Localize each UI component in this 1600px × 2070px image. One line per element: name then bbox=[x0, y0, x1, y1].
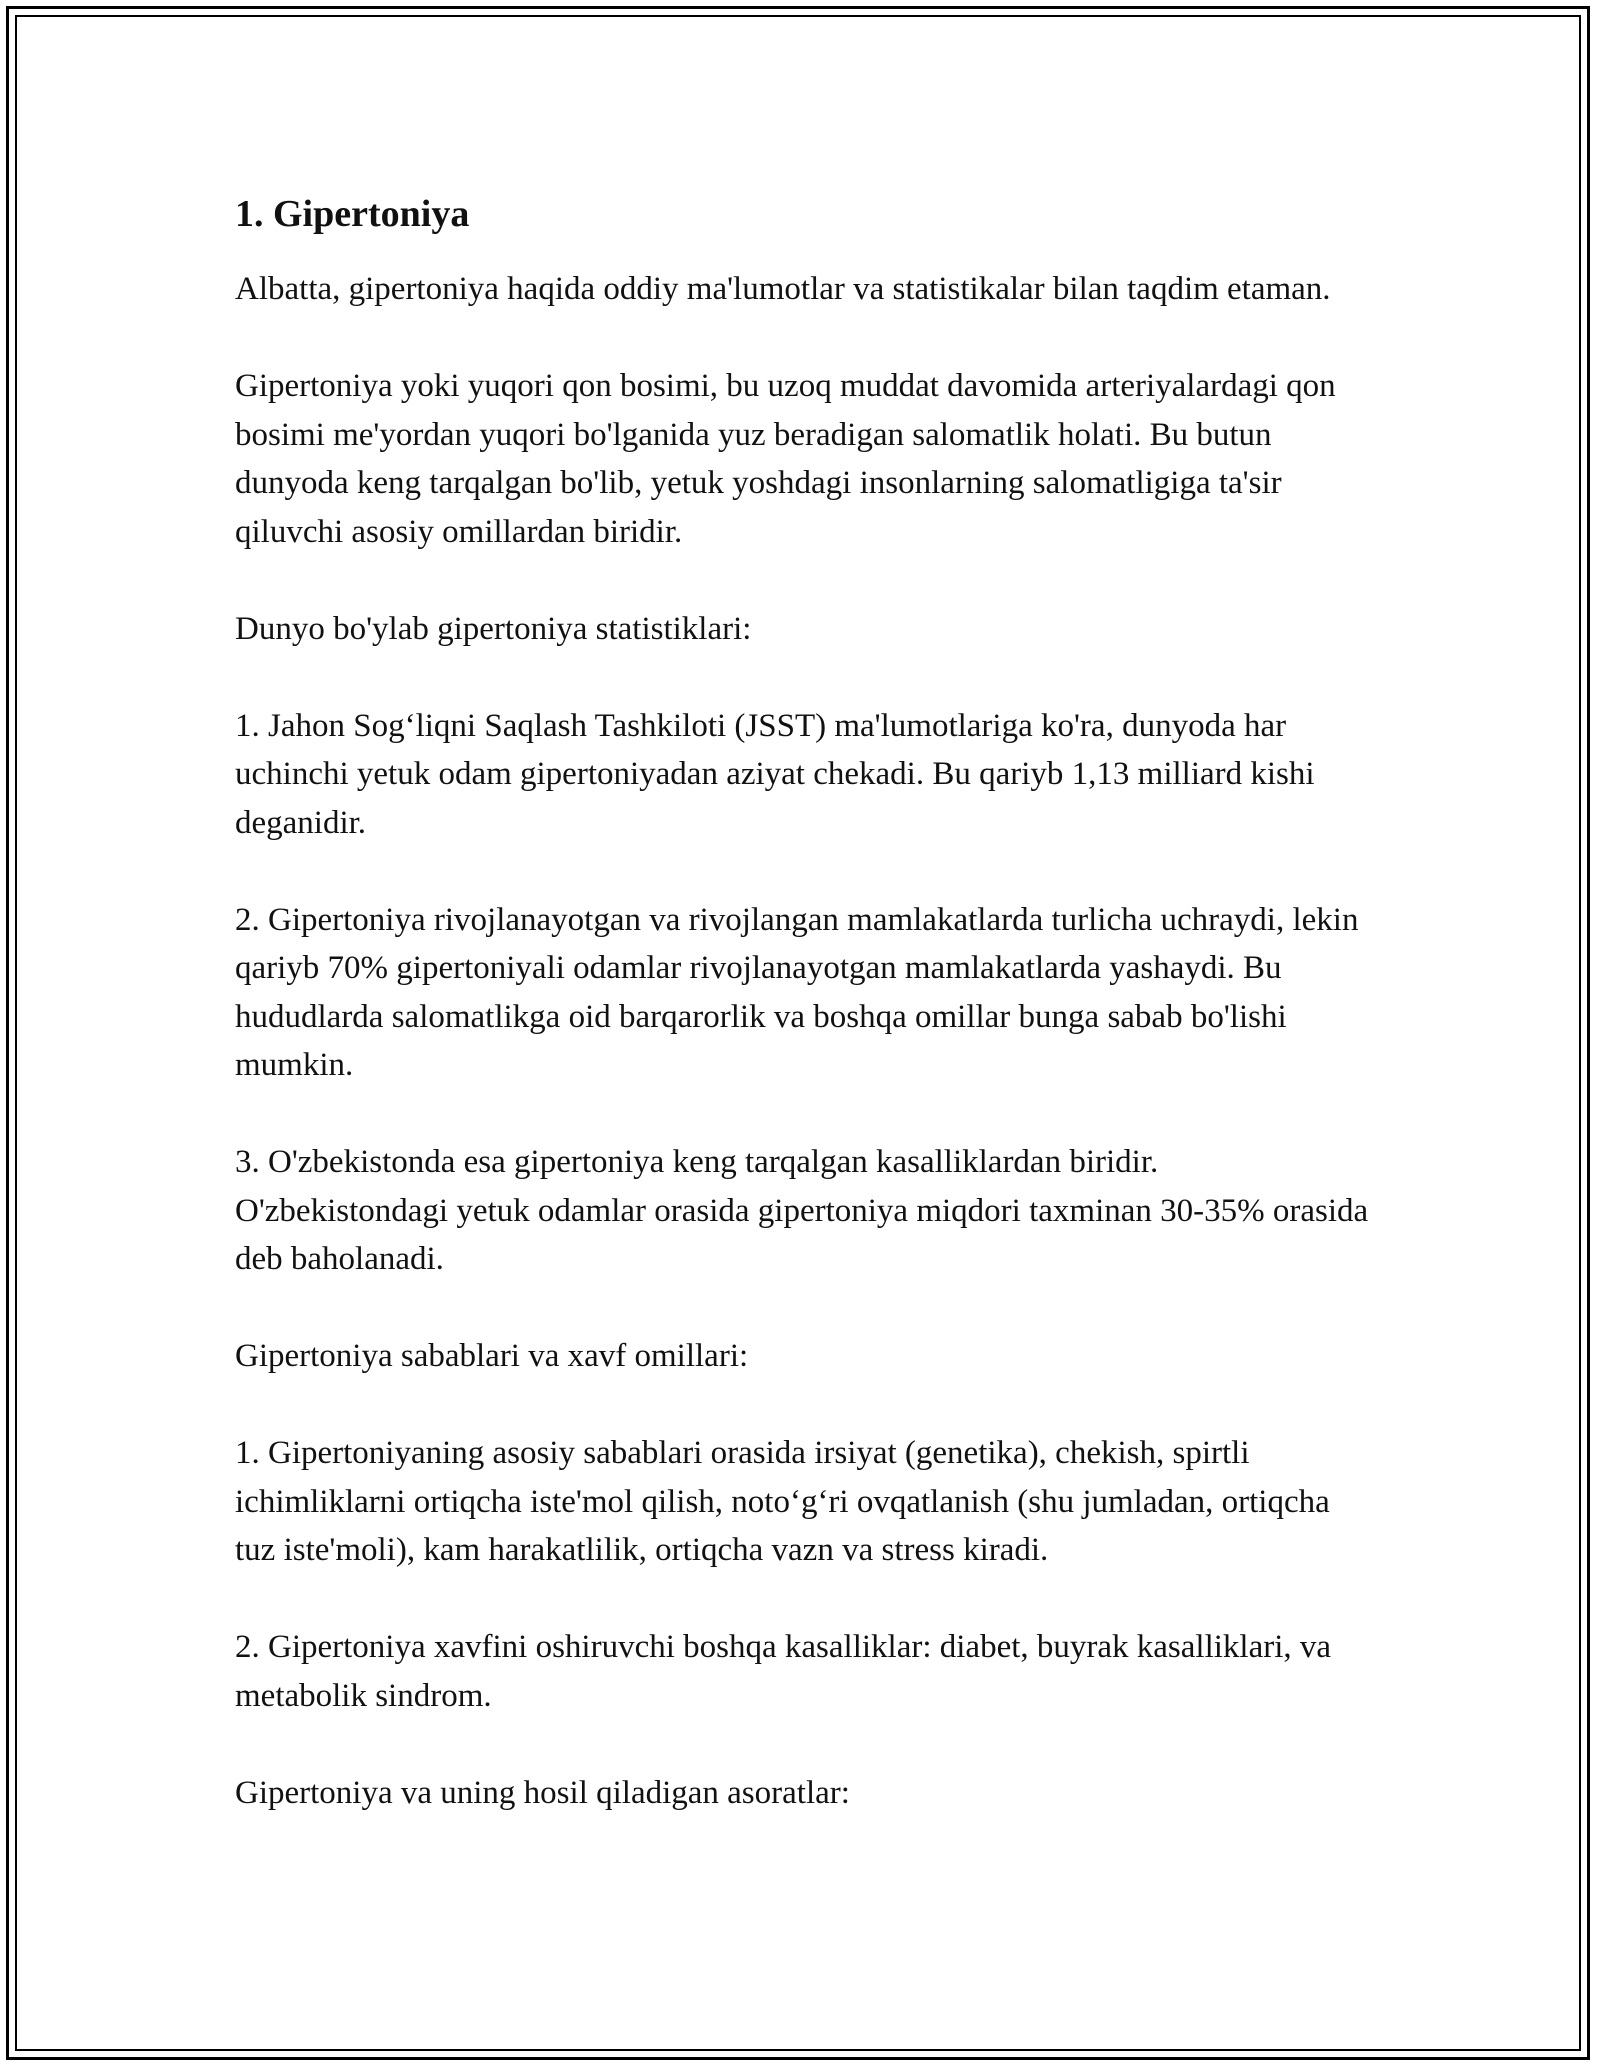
paragraph-stat-1: 1. Jahon Sog‘liqni Saqlash Tashkiloti (JSST) ma'lumotlariga ko'ra, dunyoda har uchinchi yetuk odam gipertoniyadan aziyat chekadi. Bu qariyb 1,13 milliard kishi deganidir. bbox=[235, 707, 1315, 841]
document-body bbox=[235, 185, 1370, 1866]
paragraph-causes-heading: Gipertoniya sabablari va xavf omillari: bbox=[235, 1338, 749, 1374]
paragraph-stat-2: 2. Gipertoniya rivojlanayotgan va rivojlangan mamlakatlarda turlicha uchraydi, lekin qariyb 70% gipertoniyali odamlar rivojlanayotgan mamlakatlarda yashaydi. Bu hududlarda salomatlikga oid barqarorlik va boshqa omillar bunga sabab bo'lishi mumkin. bbox=[235, 901, 1359, 1083]
document-title: 1. Gipertoniya bbox=[235, 193, 470, 235]
paragraph-intro: Albatta, gipertoniya haqida oddiy ma'lumotlar va statistikalar bilan taqdim etaman. bbox=[235, 271, 1331, 307]
paragraph-cause-1: 1. Gipertoniyaning asosiy sabablari orasida irsiyat (genetika), chekish, spirtli ichimliklarni ortiqcha iste'mol qilish, noto‘g‘ri ovqatlanish (shu jumladan, ortiqcha tuz iste'moli), kam harakatlilik, ortiqcha vazn va stress kiradi. bbox=[235, 1435, 1330, 1568]
paragraph-cause-2: 2. Gipertoniya xavfini oshiruvchi boshqa kasalliklar: diabet, buyrak kasalliklari, va metabolik sindrom. bbox=[235, 1629, 1332, 1714]
paragraph-definition: Gipertoniya yoki yuqori qon bosimi, bu uzoq muddat davomida arteriyalardagi qon bosimi me'yordan yuqori bo'lganida yuz beradigan salomatlik holati. Bu butun dunyoda keng tarqalgan bo'lib, yetuk yoshdagi insonlarning salomatligiga ta'sir qiluvchi asosiy omillardan biridir. bbox=[235, 368, 1336, 550]
paragraph-stat-3: 3. O'zbekistonda esa gipertoniya keng tarqalgan kasalliklardan biridir. O'zbekistondagi yetuk odamlar orasida gipertoniya miqdori taxminan 30-35% orasida deb baholanadi. bbox=[235, 1144, 1369, 1277]
paragraph-complications-heading: Gipertoniya va uning hosil qiladigan asoratlar: bbox=[235, 1774, 850, 1811]
paragraph-stats-heading: Dunyo bo'ylab gipertoniya statistiklari: bbox=[235, 610, 752, 647]
